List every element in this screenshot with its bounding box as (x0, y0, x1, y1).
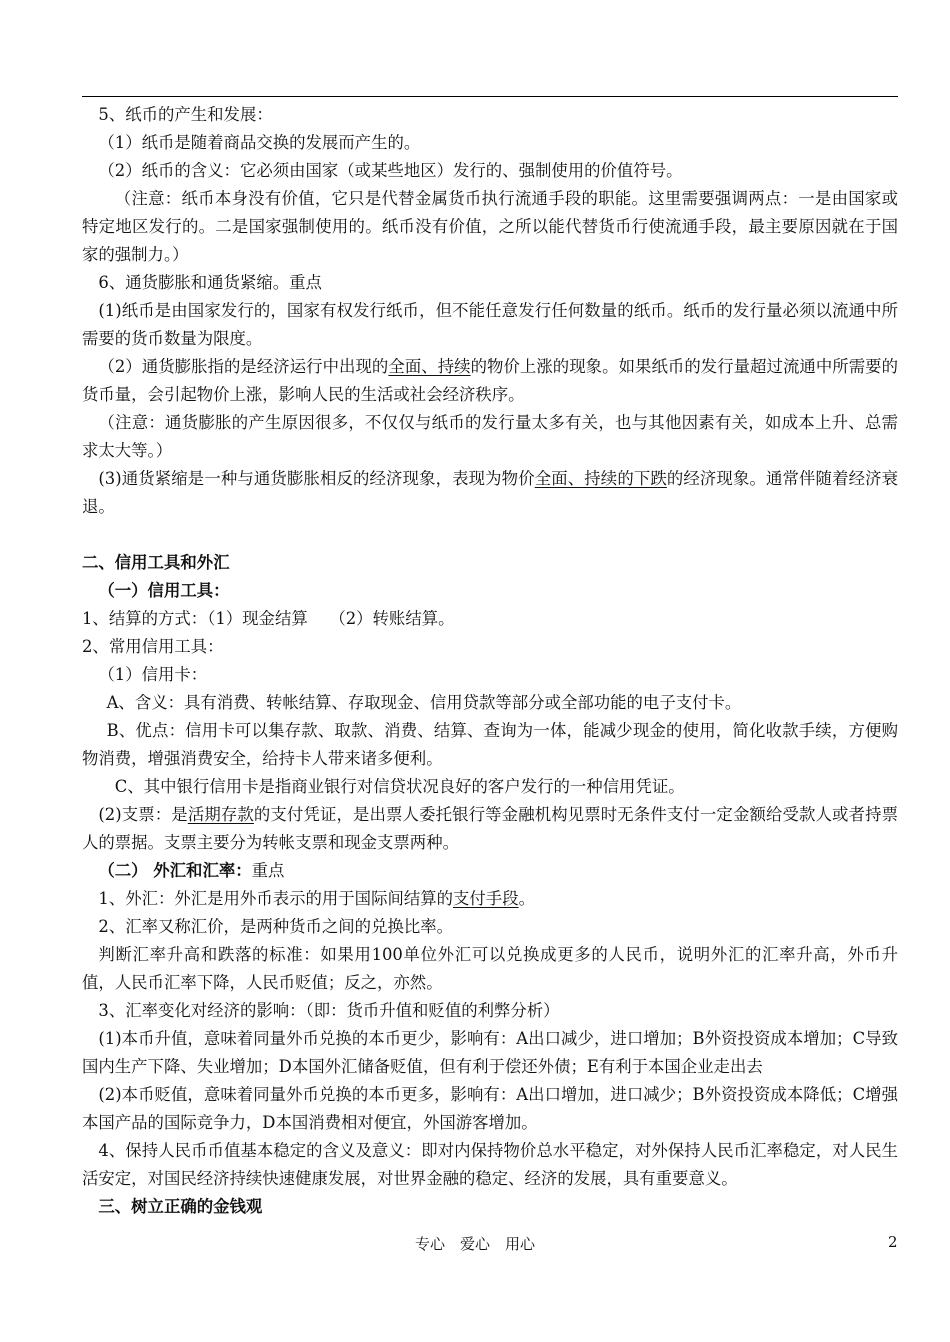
subsection-heading: （二） 外汇和汇率：重点 (98, 861, 285, 880)
underlined-term: 全面、持续 (388, 357, 471, 376)
paragraph: (1)本币升值，意味着同量外币兑换的本币更少，影响有：A出口减少，进口增加；B外资投资成本增加；C导致国内生产下降、失业增加；D本国外汇储备贬值，但有利于偿还外债；E有利于本国企业走出去 (82, 1029, 898, 1076)
paragraph: 2、常用信用工具： (82, 637, 224, 656)
paragraph: （2）纸币的含义：它必须由国家（或某些地区）发行的、强制使用的价值符号。 (98, 161, 683, 180)
paragraph: 4、保持人民币币值基本稳定的含义及意义：即对内保持物价总水平稳定，对外保持人民币汇率稳定，对人民生活安定，对国民经济持续快速健康发展，对世界金融的稳定、经济的发展，具有重要意义。 (82, 1141, 898, 1188)
paragraph: （1）信用卡： (98, 665, 208, 684)
paragraph: (2)支票：是活期存款的支付凭证，是出票人委托银行等金融机构见票时无条件支付一定金额给受款人或者持票人的票据。支票主要分为转帐支票和现金支票两种。 (82, 805, 898, 852)
subsection-heading: （一）信用工具： (98, 581, 230, 600)
footer-motto: 专心 爱心 用心 (414, 1235, 535, 1253)
page-number: 2 (888, 1233, 898, 1251)
paragraph: （注意：通货膨胀的产生原因很多，不仅仅与纸币的发行量太多有关，也与其他因素有关，如成本上升、总需求太大等。） (82, 413, 898, 460)
document-body (82, 101, 898, 1221)
paragraph: （2）通货膨胀指的是经济运行中出现的全面、持续的物价上涨的现象。如果纸币的发行量超过流通中所需要的货币量，会引起物价上涨，影响人民的生活或社会经济秩序。 (82, 357, 899, 404)
header-rule (82, 96, 898, 97)
paragraph: B、优点：信用卡可以集存款、取款、消费、结算、查询为一体，能减少现金的使用，简化收款手续，方便购物消费，增强消费安全，给持卡人带来诸多便利。 (82, 721, 898, 768)
paragraph: 5、纸币的产生和发展： (98, 105, 273, 124)
paragraph: 1、结算的方式：（1）现金结算 （2）转账结算。 (82, 609, 455, 628)
paragraph: A、含义：具有消费、转帐结算、存取现金、信用贷款等部分或全部功能的电子支付卡。 (106, 693, 742, 712)
underlined-term: 支付手段 (453, 889, 519, 908)
paragraph: 1、外汇：外汇是用外币表示的用于国际间结算的支付手段。 (98, 889, 535, 908)
paragraph: 判断汇率升高和跌落的标准：如果用100单位外汇可以兑换成更多的人民币，说明外汇的汇率升高，外币升值，人民币汇率下降，人民币贬值；反之，亦然。 (82, 945, 898, 992)
paragraph: 3、汇率变化对经济的影响：（即：货币升值和贬值的利弊分析） (98, 1001, 560, 1020)
paragraph: (2)本币贬值，意味着同量外币兑换的本币更多，影响有：A出口增加，进口减少；B外资投资成本降低；C增强本国产品的国际竞争力，D本国消费相对便宜，外国游客增加。 (82, 1085, 898, 1132)
paragraph: C、其中银行信用卡是指商业银行对信贷状况良好的客户发行的一种信用凭证。 (114, 777, 685, 796)
paragraph: （1）纸币是随着商品交换的发展而产生的。 (98, 133, 421, 152)
paragraph: 2、汇率又称汇价，是两种货币之间的兑换比率。 (98, 917, 454, 936)
section-heading: 三、树立正确的金钱观 (98, 1197, 263, 1216)
underlined-term: 全面、持续的下跌 (534, 469, 667, 488)
underlined-term: 活期存款 (187, 805, 254, 824)
paragraph: (1)纸币是由国家发行的，国家有权发行纸币，但不能任意发行任何数量的纸币。纸币的发行量必须以流通中所需要的货币数量为限度。 (82, 301, 898, 348)
paragraph: (3)通货紧缩是一种与通货膨胀相反的经济现象，表现为物价全面、持续的下跌的经济现象。通常伴随着经济衰退。 (82, 469, 899, 516)
section-heading: 二、信用工具和外汇 (82, 553, 230, 572)
paragraph: 6、通货膨胀和通货紧缩。重点 (98, 273, 322, 292)
paragraph: （注意：纸币本身没有价值，它只是代替金属货币执行流通手段的职能。这里需要强调两点：一是由国家或特定地区发行的。二是国家强制使用的。纸币没有价值，之所以能代替货币行使流通手段，最主要原因就在于国家的强制力。） (82, 189, 898, 264)
